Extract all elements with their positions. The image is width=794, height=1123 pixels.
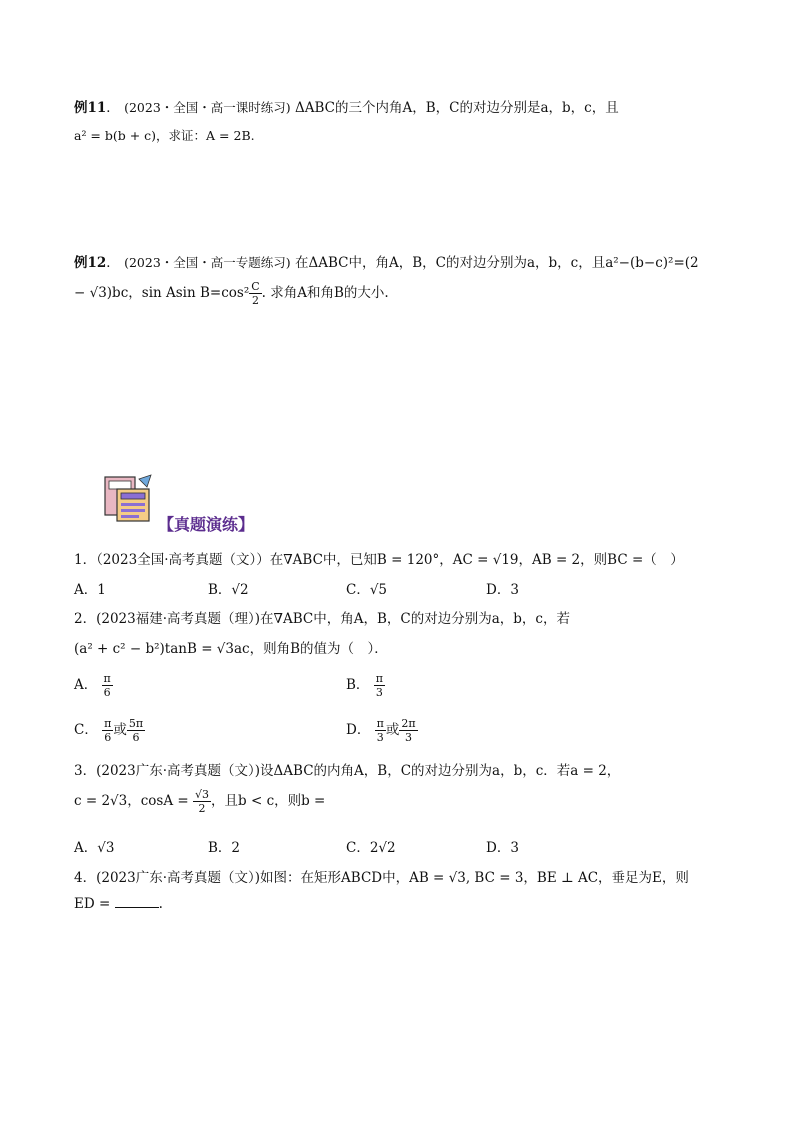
fraction bbox=[127, 717, 145, 744]
fraction bbox=[102, 672, 113, 699]
fraction-numerator: 5π bbox=[128, 717, 144, 730]
question-3-option-d: D．3 bbox=[486, 840, 519, 856]
fraction-numerator: C bbox=[251, 280, 260, 293]
fraction-numerator: π bbox=[375, 672, 383, 685]
fraction-denominator: 6 bbox=[103, 686, 111, 699]
answer-blank[interactable] bbox=[115, 897, 159, 908]
or-word: 或 bbox=[113, 722, 127, 738]
question-3-stem-line2 bbox=[74, 788, 325, 815]
question-2-stem-line1: 2．(2023福建·高考真题（理）)在∇ABC中，角A，B，C的对边分别为a，b，c，若 bbox=[74, 611, 570, 627]
question-1-option-b: B．√2 bbox=[208, 582, 249, 598]
example-12-line2-b: . 求角A和角B的大小. bbox=[261, 285, 389, 301]
example-11-source: (2023・全国・高一课时练习) bbox=[124, 100, 291, 115]
example-11-label: 例11 bbox=[74, 100, 107, 116]
example-11-line1: ΔABC的三个内角A，B，C的对边分别是a，b，c，且 bbox=[294, 100, 619, 116]
question-4-stem-line2-b: . bbox=[158, 896, 163, 912]
example-12-source: (2023・全国・高一专题练习) bbox=[124, 255, 291, 270]
fraction-denominator: 2 bbox=[251, 294, 259, 307]
example-11: 例11． (2023・全国・高一课时练习) ΔABC的三个内角A，B，C的对边分别是a，b，c，且 bbox=[74, 100, 619, 116]
question-1-option-d: D．3 bbox=[486, 582, 519, 598]
section-title: 【真题演练】 bbox=[158, 515, 255, 534]
question-4-stem-line2-a: ED = bbox=[74, 896, 111, 912]
fraction-denominator: 3 bbox=[376, 731, 384, 744]
fraction-denominator: 6 bbox=[104, 731, 112, 744]
question-3-option-a: A．√3 bbox=[74, 840, 115, 856]
question-2-option-b bbox=[346, 672, 385, 699]
question-2-option-c bbox=[74, 717, 145, 744]
fraction-c-over-2 bbox=[249, 280, 261, 307]
question-3-stem-line2-a: c = 2√3，cosA = bbox=[74, 793, 189, 809]
fraction-denominator: 3 bbox=[404, 731, 412, 744]
question-1-option-c: C．√5 bbox=[346, 582, 388, 598]
question-3-option-b: B．2 bbox=[208, 840, 241, 856]
fraction bbox=[375, 717, 386, 744]
fraction-numerator: 2π bbox=[401, 717, 416, 730]
fraction bbox=[399, 717, 417, 744]
fraction-sqrt3-over-2 bbox=[193, 788, 211, 815]
example-11-line2: a² = b(b + c)，求证：A = 2B. bbox=[74, 128, 255, 143]
question-2-option-d bbox=[346, 717, 418, 744]
question-2-option-a bbox=[74, 672, 113, 699]
question-4-stem-line2 bbox=[74, 896, 163, 912]
example-12-line1: 在ΔABC中，角A，B，C的对边分别为a，b，c，且a²−(b−c)²=(2 bbox=[294, 255, 699, 271]
option-letter: A． bbox=[74, 677, 98, 693]
fraction-numerator: π bbox=[103, 672, 111, 685]
example-12-label: 例12 bbox=[74, 255, 107, 271]
option-letter: C． bbox=[74, 722, 98, 738]
question-2-stem-line2: (a² + c² − b²)tanB = √3ac，则角B的值为（ ）． bbox=[74, 641, 388, 657]
or-word: 或 bbox=[385, 722, 400, 738]
fraction bbox=[374, 672, 385, 699]
fraction-denominator: 6 bbox=[132, 731, 140, 744]
fraction-numerator: π bbox=[376, 717, 384, 730]
question-4-stem-line1: 4．(2023广东·高考真题（文）)如图：在矩形ABCD中，AB = √3, BC = 3，BE ⊥ AC，垂足为E，则 bbox=[74, 870, 689, 886]
example-12-line2-a: − √3)bc，sin Asin B=cos² bbox=[74, 285, 250, 301]
fraction-numerator: π bbox=[104, 717, 112, 730]
fraction-denominator: 2 bbox=[198, 802, 206, 815]
question-3-stem-line1: 3．(2023广东·高考真题（文）)设ΔABC的内角A，B，C的对边分别为a，b，c．若a = 2， bbox=[74, 763, 621, 779]
question-1-stem: 1．（2023全国·高考真题（文））在∇ABC中，已知B = 120°，AC = √19，AB = 2，则BC =（ ） bbox=[74, 552, 684, 568]
question-1-option-a: A．1 bbox=[74, 582, 106, 598]
option-letter: B． bbox=[346, 677, 370, 693]
fraction-numerator: √3 bbox=[195, 788, 210, 801]
question-3-stem-line2-b: ，且b < c，则b = bbox=[211, 793, 326, 809]
document-clipboard-icon bbox=[103, 473, 153, 523]
fraction bbox=[102, 717, 113, 744]
example-12-line2 bbox=[74, 280, 389, 307]
fraction-denominator: 3 bbox=[375, 686, 383, 699]
question-3-option-c: C．2√2 bbox=[346, 840, 396, 856]
example-12: 例12． (2023・全国・高一专题练习) 在ΔABC中，角A，B，C的对边分别为a，b，c，且a²−(b−c)²=(2 bbox=[74, 255, 699, 271]
option-letter: D． bbox=[346, 722, 371, 738]
